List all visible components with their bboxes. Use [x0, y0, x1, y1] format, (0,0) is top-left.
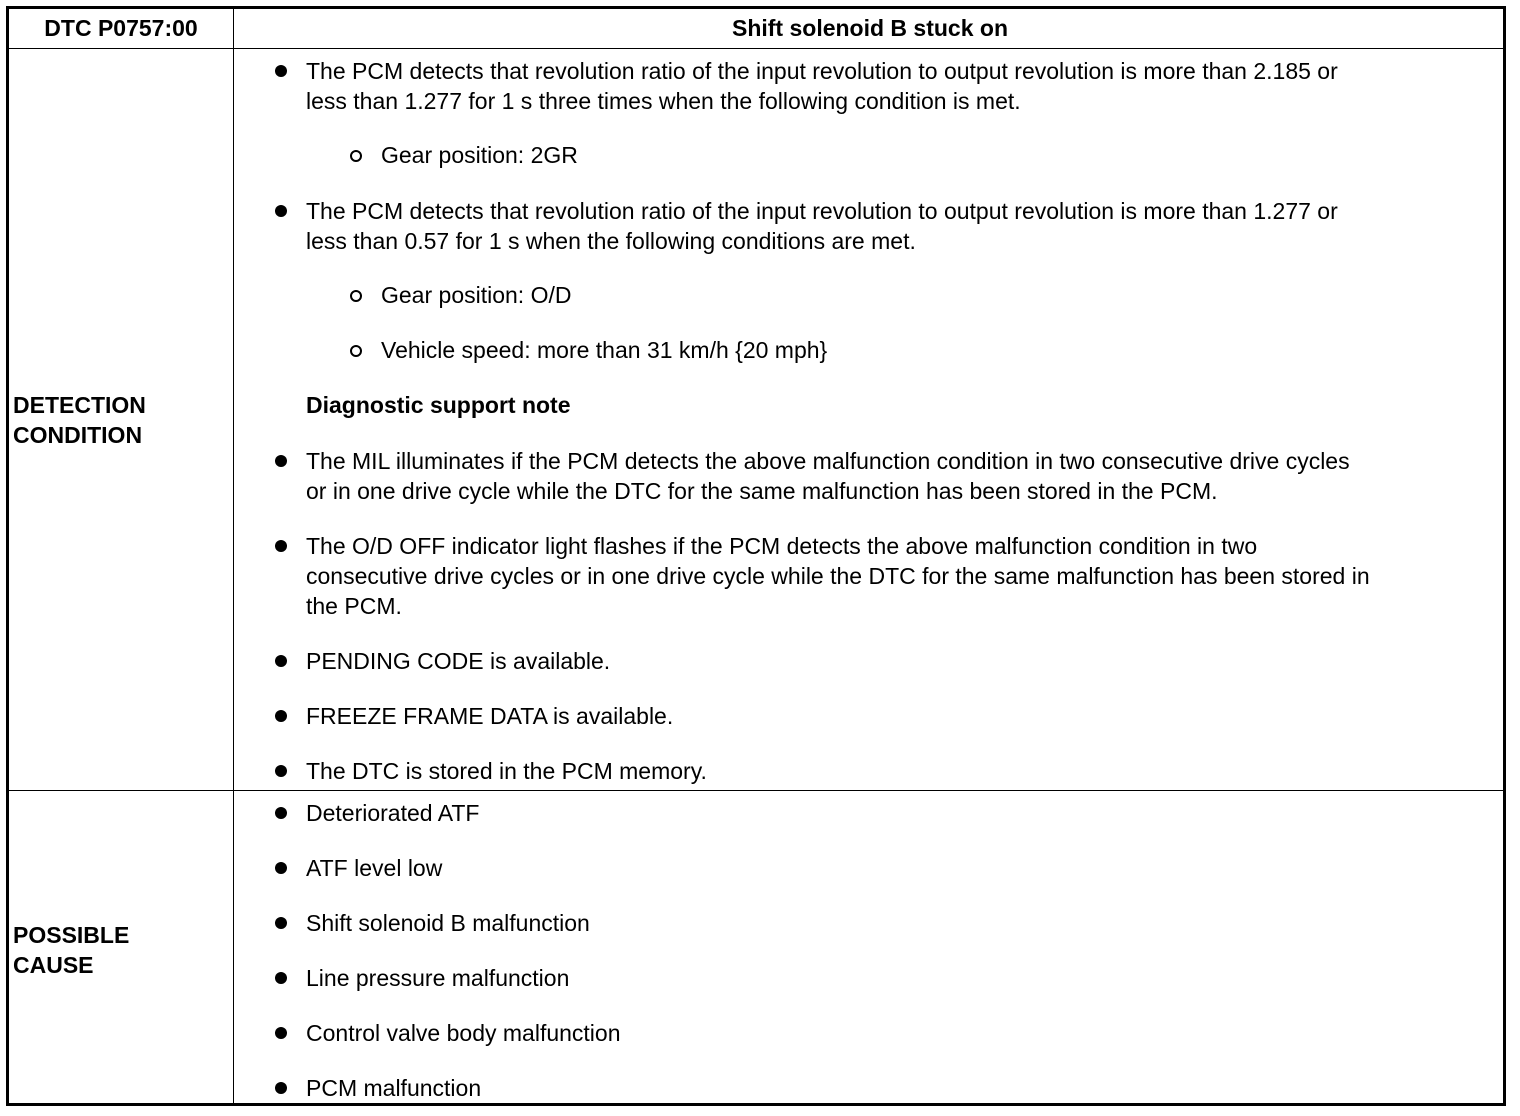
header-row-divider: [9, 48, 1503, 49]
sub-bullet-text: Vehicle speed: more than 31 km/h {20 mph}: [381, 337, 828, 363]
bullet-dot-icon: [275, 455, 287, 467]
bullet-text-line: the PCM.: [306, 593, 402, 619]
bullet-text-line: The DTC is stored in the PCM memory.: [306, 758, 707, 784]
bullet-dot-icon: [275, 862, 287, 874]
cause-text: PCM malfunction: [306, 1075, 482, 1101]
bullet-dot-icon: [275, 917, 287, 929]
bullet-dot-icon: [275, 205, 287, 217]
detection-label-line: DETECTION: [13, 392, 146, 418]
cause-text: Line pressure malfunction: [306, 965, 570, 991]
bullet-text-line: The PCM detects that revolution ratio of the input revolution to output revolution is more than 1.277 or: [306, 198, 1338, 224]
detection-row-divider: [9, 790, 1503, 791]
bullet-dot-icon: [275, 972, 287, 984]
cause-text: Deteriorated ATF: [306, 800, 480, 826]
bullet-circle-icon: [350, 290, 362, 302]
bullet-text-line: or in one drive cycle while the DTC for the same malfunction has been stored in the PCM.: [306, 478, 1218, 504]
dtc-code: DTC P0757:00: [44, 15, 198, 41]
bullet-text-line: less than 1.277 for 1 s three times when the following condition is met.: [306, 88, 1021, 114]
diagnostic-support-note-heading: Diagnostic support note: [306, 392, 571, 418]
bullet-dot-icon: [275, 655, 287, 667]
column-divider: [233, 9, 234, 1103]
cause-text: ATF level low: [306, 855, 443, 881]
dtc-title: Shift solenoid B stuck on: [731, 15, 1008, 41]
bullet-dot-icon: [275, 710, 287, 722]
sub-bullet-text: Gear position: 2GR: [381, 142, 578, 168]
cause-label-line: CAUSE: [13, 952, 94, 978]
bullet-dot-icon: [275, 765, 287, 777]
bullet-text-line: The MIL illuminates if the PCM detects the above malfunction condition in two consecutive drive cycles: [306, 448, 1350, 474]
bullet-dot-icon: [275, 1027, 287, 1039]
bullet-text-line: FREEZE FRAME DATA is available.: [306, 703, 674, 729]
detection-label-line: CONDITION: [13, 422, 143, 448]
cause-label-line: POSSIBLE: [13, 922, 130, 948]
bullet-dot-icon: [275, 1082, 287, 1094]
bullet-text-line: less than 0.57 for 1 s when the following conditions are met.: [306, 228, 916, 254]
bullet-dot-icon: [275, 540, 287, 552]
detection-condition-label: [13, 390, 228, 450]
possible-cause-label: [13, 920, 228, 980]
cause-text: Control valve body malfunction: [306, 1020, 621, 1046]
bullet-dot-icon: [275, 807, 287, 819]
bullet-text-line: consecutive drive cycles or in one drive cycle while the DTC for the same malfunction has been stored in: [306, 563, 1370, 589]
bullet-text-line: PENDING CODE is available.: [306, 648, 611, 674]
bullet-circle-icon: [350, 150, 362, 162]
bullet-text-line: The PCM detects that revolution ratio of the input revolution to output revolution is more than 2.185 or: [306, 58, 1338, 84]
bullet-text-line: The O/D OFF indicator light flashes if the PCM detects the above malfunction condition in two: [306, 533, 1258, 559]
sub-bullet-text: Gear position: O/D: [381, 282, 572, 308]
bullet-dot-icon: [275, 65, 287, 77]
bullet-circle-icon: [350, 345, 362, 357]
cause-text: Shift solenoid B malfunction: [306, 910, 590, 936]
